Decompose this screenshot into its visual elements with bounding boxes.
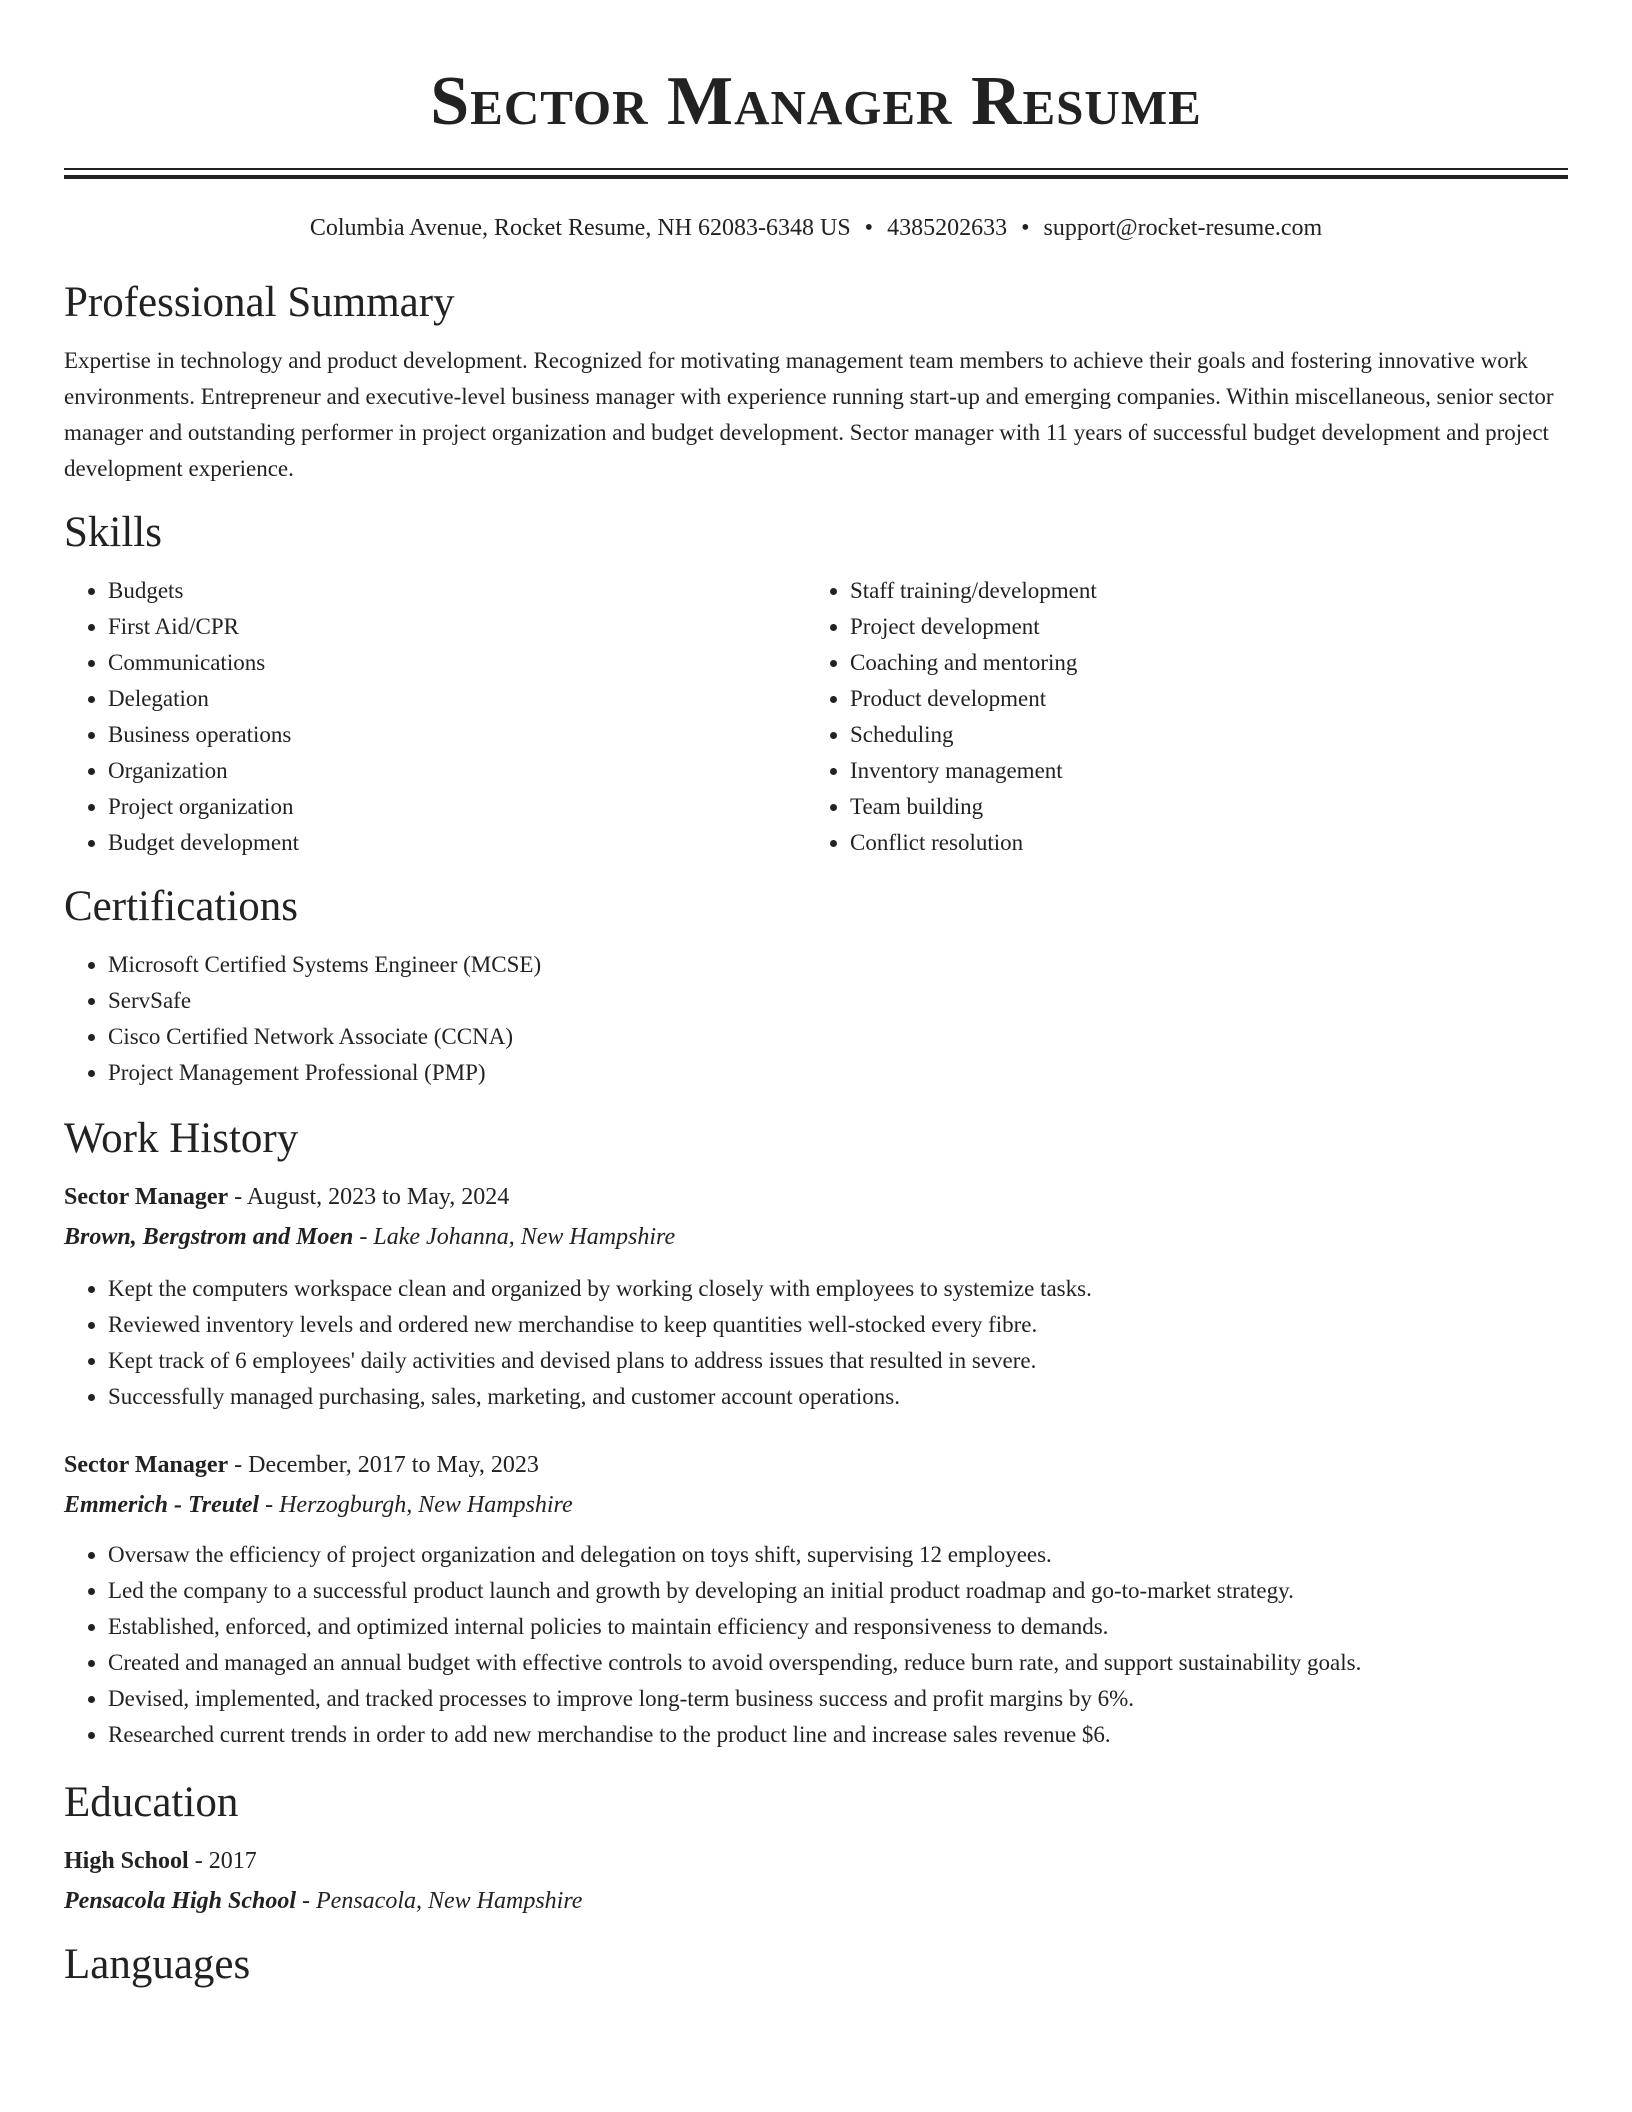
education-school: Pensacola High School [64, 1888, 297, 1914]
contact-line [64, 213, 1568, 243]
education-year: - 2017 [188, 1848, 257, 1874]
skill-item: • Project organization [108, 789, 806, 825]
education-entry [64, 1841, 1568, 1921]
skill-item: • Conflict resolution [850, 825, 1548, 861]
skill-item: • Inventory management [850, 753, 1548, 789]
job-bullets [64, 1537, 1568, 1753]
job-company: Emmerich - Treutel [64, 1492, 260, 1518]
job-title-line [64, 1177, 1568, 1217]
skill-item: • Scheduling [850, 717, 1548, 753]
job-title: Sector Manager [64, 1184, 229, 1210]
section-heading-summary: Professional Summary [64, 279, 455, 326]
job-bullet: • Oversaw the efficiency of project organization and delegation on toys shift, supervising 12 employees. [108, 1537, 1568, 1573]
skill-item: • Communications [108, 645, 806, 681]
skill-item: • Project development [850, 609, 1548, 645]
skill-item: • First Aid/CPR [108, 609, 806, 645]
job-dates: - August, 2023 to May, 2024 [228, 1184, 510, 1210]
skill-item: • Staff training/development [850, 573, 1548, 609]
job-bullet: • Devised, implemented, and tracked processes to improve long-term business success and profit margins by 6%. [108, 1681, 1568, 1717]
education-degree-line [64, 1841, 1568, 1881]
job-entry [64, 1177, 1568, 1415]
section-heading-languages: Languages [64, 1941, 251, 1988]
job-bullet: • Reviewed inventory levels and ordered new merchandise to keep quantities well-stocked every fibre. [108, 1307, 1568, 1343]
skill-item: • Budgets [108, 573, 806, 609]
title-divider [64, 168, 1568, 179]
skill-item: • Team building [850, 789, 1548, 825]
section-heading-work-history: Work History [64, 1115, 299, 1162]
skills-column-right [806, 573, 1548, 861]
certification-item: • Project Management Professional (PMP) [108, 1055, 1568, 1091]
skills-column-left [64, 573, 806, 861]
contact-email[interactable]: support@rocket-resume.com [1043, 215, 1323, 241]
education-degree: High School [64, 1848, 189, 1874]
job-bullet: • Established, enforced, and optimized internal policies to maintain efficiency and responsiveness to demands. [108, 1609, 1568, 1645]
education-location: - Pensacola, New Hampshire [296, 1888, 583, 1914]
education-school-line [64, 1881, 1568, 1921]
certification-item: • Microsoft Certified Systems Engineer (MCSE) [108, 947, 1568, 983]
job-dates: - December, 2017 to May, 2023 [228, 1452, 539, 1478]
job-bullet: • Led the company to a successful product launch and growth by developing an initial product roadmap and go-to-market strategy. [108, 1573, 1568, 1609]
job-location: - Lake Johanna, New Hampshire [353, 1224, 676, 1250]
job-company-line [64, 1485, 1568, 1525]
job-bullets [64, 1271, 1568, 1415]
certification-item: • Cisco Certified Network Associate (CCNA) [108, 1019, 1568, 1055]
section-heading-skills: Skills [64, 509, 162, 556]
contact-separator: • [864, 215, 874, 241]
contact-separator: • [1021, 215, 1030, 241]
skill-item: • Delegation [108, 681, 806, 717]
skill-item: • Product development [850, 681, 1548, 717]
job-title: Sector Manager [64, 1452, 229, 1478]
section-heading-certifications: Certifications [64, 883, 299, 930]
summary-text: Expertise in technology and product development. Recognized for motivating management team members to achieve their goals and fostering innovative work environments. Entrepreneur and executive-level business manager with experience running start-up and emerging companies. Within miscellaneous, senior sector manager and outstanding performer in project organization and budget development. Sector manager with 11 years of successful budget development and project development experience. [64, 348, 1554, 481]
job-entry [64, 1445, 1568, 1753]
contact-address: Columbia Avenue, Rocket Resume, NH 62083-6348 US [309, 215, 851, 241]
job-company-line [64, 1217, 1568, 1257]
skill-item: • Coaching and mentoring [850, 645, 1548, 681]
job-bullet: • Researched current trends in order to add new merchandise to the product line and increase sales revenue $6. [108, 1717, 1568, 1753]
skill-item: • Organization [108, 753, 806, 789]
section-heading-education: Education [64, 1779, 239, 1826]
job-title-line [64, 1445, 1568, 1485]
job-company: Brown, Bergstrom and Moen [64, 1224, 354, 1250]
job-bullet: • Created and managed an annual budget with effective controls to avoid overspending, reduce burn rate, and support sustainability goals. [108, 1645, 1568, 1681]
skills-list [64, 573, 1568, 861]
certification-item: • ServSafe [108, 983, 1568, 1019]
job-bullet: • Kept the computers workspace clean and organized by working closely with employees to systemize tasks. [108, 1271, 1568, 1307]
skill-item: • Business operations [108, 717, 806, 753]
job-location: - Herzogburgh, New Hampshire [259, 1492, 573, 1518]
job-bullet: • Kept track of 6 employees' daily activities and devised plans to address issues that resulted in severe. [108, 1343, 1568, 1379]
certifications-list [64, 947, 1568, 1091]
skill-item: • Budget development [108, 825, 806, 861]
contact-phone: 4385202633 [887, 215, 1008, 241]
resume-title: Sector Manager Resume [430, 63, 1202, 140]
job-bullet: • Successfully managed purchasing, sales, marketing, and customer account operations. [108, 1379, 1568, 1415]
